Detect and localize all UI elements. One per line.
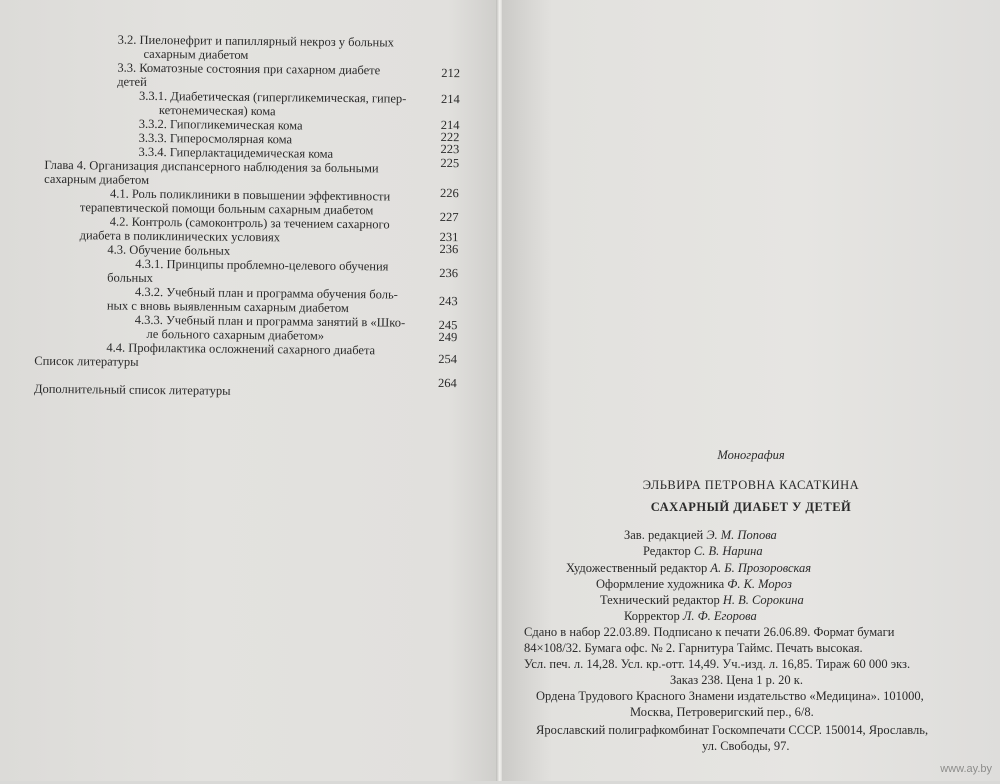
- toc-entry-text: Глава 4. Организация диспансерного наблюдения за больными: [44, 157, 379, 176]
- toc-entry-text: сахарным диабетом: [44, 171, 150, 187]
- toc-page-number: 249: [438, 329, 458, 345]
- credit-line: Зав. редакцией Э. М. Попова: [624, 528, 777, 542]
- toc-entry-text: 4.4. Профилактика осложнений сахарного диабета: [106, 340, 376, 358]
- toc-entry-text: 4.3. Обучение больных: [107, 242, 231, 258]
- publisher-line: Москва, Петроверигский пер., 6/8.: [630, 705, 814, 719]
- toc-page-number: 212: [441, 65, 461, 81]
- left-page: [0, 0, 498, 781]
- toc-entry: [107, 271, 153, 285]
- printer-line: ул. Свободы, 97.: [702, 739, 790, 753]
- toc-entry: [34, 382, 231, 398]
- printer-line: Ярославский полиграфкомбинат Госкомпечати СССР. 150014, Ярославль,: [536, 723, 929, 737]
- toc-entry: [135, 257, 388, 274]
- toc-entry-text: 3.3.1. Диабетическая (гипергликемическая, гипер-: [139, 88, 407, 106]
- book-title: САХАРНЫЙ ДИАБЕТ У ДЕТЕЙ: [650, 500, 852, 514]
- toc-page-number: 236: [439, 265, 459, 281]
- publisher-line: Ордена Трудового Красного Знамени издательство «Медицина». 101000,: [536, 689, 924, 703]
- toc-page-number: 214: [440, 91, 460, 107]
- toc-entry-text: 4.3.1. Принципы проблемно-целевого обучения: [135, 256, 389, 274]
- toc-entry: [159, 103, 276, 118]
- toc-entry-text: 3.3.4. Гиперлактацидемическая кома: [138, 144, 334, 161]
- toc-page-number: 243: [438, 293, 458, 309]
- toc-entry-text: 4.3.3. Учебный план и программа занятий в «Шко-: [134, 312, 406, 330]
- toc-page-number: 254: [438, 351, 458, 367]
- toc-page-number: 236: [439, 241, 459, 257]
- toc-entry: [107, 243, 230, 258]
- credit-line: Художественный редактор А. Б. Прозоровская: [566, 561, 812, 575]
- toc-page-number: 214: [440, 117, 460, 133]
- toc-entry-text: больных: [107, 270, 153, 285]
- toc-entry-text: 3.2. Пиелонефрит и папиллярный некроз у больных: [117, 32, 394, 50]
- toc-entry-text: 3.3.2. Гипогликемическая кома: [138, 116, 303, 133]
- toc-entry: [34, 354, 138, 369]
- credit-line: Редактор С. В. Нарина: [643, 544, 763, 558]
- toc-entry-text: терапевтической помощи больным сахарным диабетом: [79, 200, 374, 218]
- toc-page-number: 225: [440, 155, 460, 171]
- toc-entry-text: диабета в поликлинических условиях: [79, 228, 281, 245]
- toc-entry-text: Дополнительный список литературы: [33, 381, 231, 398]
- toc-entry-text: кетонемическая) кома: [158, 103, 276, 119]
- toc-entry: [143, 47, 248, 62]
- toc-entry-text: детей: [117, 74, 147, 89]
- toc-entry-text: 3.3.3. Гиперосмолярная кома: [138, 130, 293, 147]
- toc-page-number: 226: [440, 185, 459, 201]
- toc-entry-text: ле больного сахарным диабетом»: [146, 326, 325, 343]
- toc-entry: [44, 172, 149, 187]
- imprint-line: 84×108/32. Бумага офс. № 2. Гарнитура Таймс. Печать высокая.: [524, 641, 863, 655]
- toc-page-number: 231: [439, 229, 459, 245]
- toc-page-number: 264: [438, 375, 457, 391]
- toc-entry-text: 4.2. Контроль (самоконтроль) за течением сахарного: [109, 214, 390, 232]
- credit-line: Оформление художника Ф. К. Мороз: [596, 577, 792, 591]
- toc-page-number: 223: [440, 141, 460, 157]
- toc-entry-text: 4.1. Роль поликлиники в повышении эффективности: [109, 186, 391, 204]
- toc-entry-text: 3.3. Коматозные состояния при сахарном диабете: [117, 60, 381, 78]
- imprint-line: Сдано в набор 22.03.89. Подписано к печати 26.06.89. Формат бумаги: [524, 625, 895, 639]
- right-page: [502, 0, 1000, 781]
- imprint-line: Заказ 238. Цена 1 р. 20 к.: [670, 673, 803, 687]
- toc-page-number: 222: [440, 129, 460, 145]
- watermark: www.ay.by: [940, 763, 992, 775]
- toc-page-number: 245: [438, 317, 458, 333]
- imprint-line: Усл. печ. л. 14,28. Усл. кр.-отт. 14,49. Уч.-изд. л. 16,85. Тираж 60 000 экз.: [524, 657, 911, 671]
- toc-entry: [117, 75, 147, 89]
- toc-entry-text: 4.3.2. Учебный план и программа обучения боль-: [134, 284, 398, 302]
- toc-page-number: 227: [439, 209, 459, 225]
- toc-entry: [117, 61, 380, 78]
- toc-entry: [106, 341, 375, 358]
- toc-entry-text: ных с вновь выявленным сахарным диабетом: [106, 298, 349, 316]
- toc-entry-text: сахарным диабетом: [143, 46, 249, 62]
- credit-line: Корректор Л. Ф. Егорова: [624, 609, 757, 623]
- credit-line: Технический редактор Н. В. Сорокина: [600, 593, 804, 607]
- author-name: ЭЛЬВИРА ПЕТРОВНА КАСАТКИНА: [642, 478, 860, 492]
- toc-entry-text: Список литературы: [34, 353, 139, 369]
- genre-label: Монография: [717, 448, 785, 462]
